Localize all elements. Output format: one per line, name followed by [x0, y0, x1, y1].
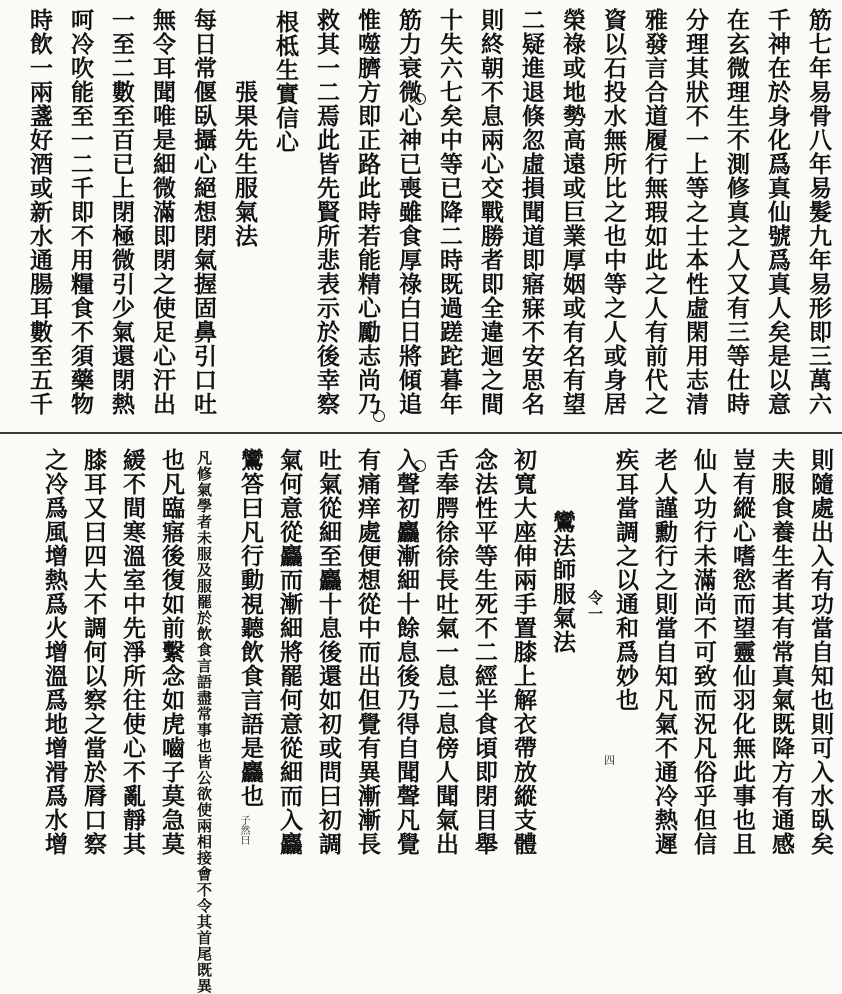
circle-mark — [414, 460, 426, 472]
top-text-column: 筋七年易骨八年易髮九年易形即三萬六 — [805, 8, 832, 416]
circle-mark — [373, 410, 385, 422]
upper-text-panel — [0, 0, 842, 430]
top-text-column: 榮祿或地勢高遠或巨業厚姻或有名有望 — [559, 8, 586, 416]
top-text-column: 每日常偃臥攝心絕想閉氣握固鼻引口吐 — [190, 8, 217, 416]
circle-mark — [414, 93, 426, 105]
top-text-column: 張果先生服氣法 — [231, 80, 258, 248]
bottom-text-column: 凡修氣學者未服及服罷於飲食言語盡常事也皆公欲使兩相接會不令其首尾既異 — [195, 450, 213, 994]
top-text-column: 根柢生實信心 — [272, 10, 299, 154]
lower-text-panel — [0, 440, 842, 994]
bottom-text-column: 豈有縱心嗜慾而望靈仙羽化無此事也且 — [729, 448, 756, 856]
top-text-column: 呵冷吹能至一二千即不用糧食不須藥物 — [67, 8, 94, 416]
bottom-text-column: 也凡臨寤後復如前繫念如虎嚙子莫急莫 — [158, 448, 185, 856]
bottom-text-column: 夫服食養生者其有常真氣既降方有通感 — [768, 448, 795, 856]
bottom-text-column: 有痛痒處便想從中而出但覺有異漸漸長 — [354, 448, 381, 856]
top-text-column: 無令耳聞唯是細微滿即閉之使足心汗出 — [149, 8, 176, 416]
bottom-text-column: 鸞法師服氣法 — [549, 510, 576, 654]
bottom-text-column: 仙人功行未滿尚不可致而況凡俗乎但信 — [690, 448, 717, 856]
bottom-text-column: 則隨處出入有功當自知也則可入水臥矣 — [807, 448, 834, 856]
side-note: 子然曰 — [238, 815, 249, 845]
bottom-text-column: 吐氣從細至麤十息後還如初或問曰初調 — [315, 448, 342, 856]
bottom-text-column: 之冷爲風增熱爲火增溫爲地增滑爲水增 — [41, 448, 68, 856]
top-text-column: 一至二數至百已上閉極微引少氣還閉熱 — [108, 8, 135, 416]
bottom-text-column: 氣何意從麤而漸細將罷何意從細而入麤 — [276, 448, 303, 856]
bottom-text-column: 念法性平等生死不二經半食頃即閉目舉 — [471, 448, 498, 856]
bottom-text-column: 疾耳當調之以通和爲妙也 — [612, 448, 639, 712]
bottom-text-column: 緩不間寒溫室中先淨所往使心不亂靜其 — [119, 448, 146, 856]
top-text-column: 惟噬臍方即正路此時若能精心勵志尚乃 — [354, 8, 381, 416]
bottom-text-column: 入聲初麤漸細十餘息後乃得自聞聲凡覺 — [393, 448, 420, 856]
top-text-column: 雅發言合道履行無瑕如此之人有前代之 — [641, 8, 668, 416]
bottom-text-column: 鸞答曰凡行動視聽飲食言語是麤也 — [237, 448, 264, 808]
bottom-text-column: 舌奉腭徐徐長吐氣一息二息傍人聞氣出 — [432, 448, 459, 856]
top-text-column: 筋力衰微心神已喪雖食厚祿白日將傾追 — [395, 8, 422, 416]
top-text-column: 二疑進退倏忽虛損聞道即寤寐不安思名 — [518, 8, 545, 416]
top-text-column: 分理其狀不一上等之士本性虛閑用志清 — [682, 8, 709, 416]
bottom-text-column: 膝耳又曰四大不調何以察之當於脣口察 — [80, 448, 107, 856]
top-text-column: 則終朝不息兩心交戰勝者即全違迴之間 — [477, 8, 504, 416]
page-mark: 四 — [604, 754, 615, 767]
top-text-column: 十失六七矣中等已降二時既過蹉跎暮年 — [436, 8, 463, 416]
top-text-column: 救其一二焉此皆先賢所悲表示於後幸察 — [313, 8, 340, 416]
top-text-column: 時飲一兩盞好酒或新水通腸耳數至五千 — [26, 8, 53, 416]
bottom-text-column: 令一 — [586, 590, 604, 622]
top-text-column: 資以石投水無所比之也中等之人或身居 — [600, 8, 627, 416]
top-text-column: 在玄微理生不測修真之人又有三等仕時 — [723, 8, 750, 416]
page-divider — [0, 432, 842, 434]
bottom-text-column: 老人謹勳行之則當自知凡氣不通冷熱遲 — [651, 448, 678, 856]
bottom-text-column: 初寬大座伸兩手置膝上解衣帶放縱支體 — [510, 448, 537, 856]
top-text-column: 千神在於身化爲真仙號爲真人矣是以意 — [764, 8, 791, 416]
